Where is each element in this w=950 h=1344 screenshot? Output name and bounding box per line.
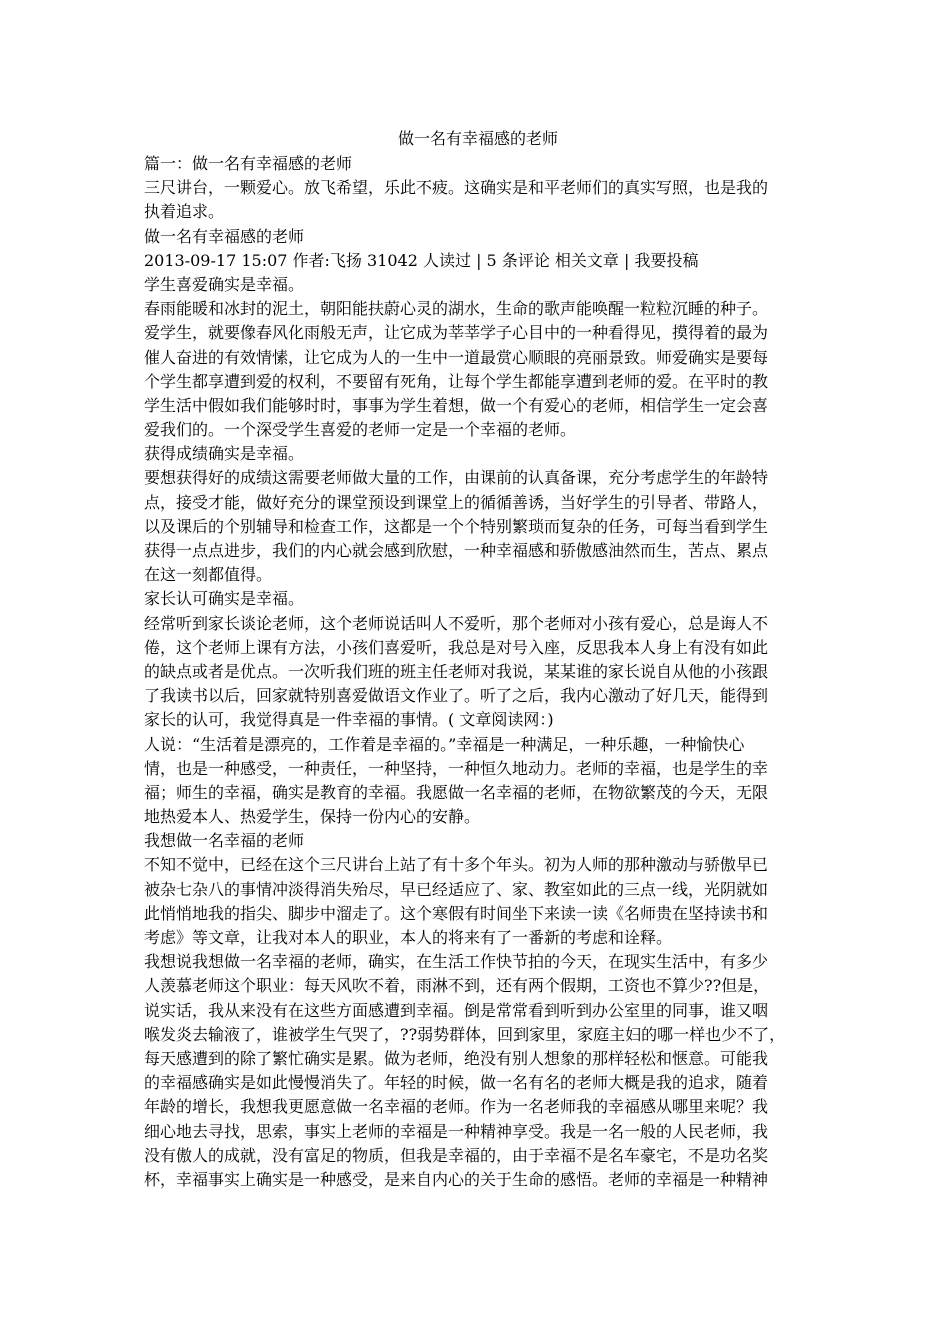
text-line: 获得成绩确实是幸福。 bbox=[144, 444, 305, 464]
text-line: 我想说我想做一名幸福的老师，确实，在生活工作快节拍的今天，在现实生活中，有多少 bbox=[144, 952, 769, 972]
text-line: 不知不觉中，已经在这个三尺讲台上站了有十多个年头。初为人师的那种激动与骄傲早已 bbox=[144, 855, 769, 875]
text-line: 情，也是一种感受，一种责任，一种坚持，一种恒久地动力。老师的幸福，也是学生的幸 bbox=[144, 758, 769, 778]
text-line: 家长的认可，我觉得真是一件幸福的事情。( 文章阅读网：) bbox=[144, 710, 554, 730]
text-line: 人说：“生活着是漂亮的，工作着是幸福的。”幸福是一种满足，一种乐趣，一种愉快心 bbox=[144, 734, 745, 754]
text-line: 爱学生，就要像春风化雨般无声，让它成为莘莘学子心目中的一种看得见，摸得着的最为 bbox=[144, 323, 769, 343]
text-line: 的幸福感确实是如此慢慢消失了。年轻的时候，做一名有名的老师大概是我的追求，随着 bbox=[144, 1073, 769, 1093]
text-line: 杯，幸福事实上确实是一种感受，是来自内心的关于生命的感悟。老师的幸福是一种精神 bbox=[144, 1169, 769, 1189]
text-line: 此悄悄地我的指尖、脚步中溜走了。这个寒假有时间坐下来读一读《名师贵在坚持读书和 bbox=[144, 903, 769, 923]
text-line: 学生喜爱确实是幸福。 bbox=[144, 274, 305, 294]
text-line: 个学生都享遭到爱的权利，不要留有死角，让每个学生都能享遭到老师的爱。在平时的教 bbox=[144, 371, 769, 391]
document-title: 做一名有幸福感的老师 bbox=[397, 129, 558, 148]
text-line: 点，接受才能，做好充分的课堂预设到课堂上的循循善诱，当好学生的引导者、带路人， bbox=[144, 492, 769, 512]
text-line: 福；师生的幸福，确实是教育的幸福。我愿做一名幸福的老师，在物欲繁茂的今天，无限 bbox=[144, 782, 769, 802]
text-line: 做一名有幸福感的老师 bbox=[144, 226, 305, 246]
document-text bbox=[144, 152, 812, 1192]
text-line: 催人奋进的有效情愫，让它成为人的一生中一道最赏心顺眼的亮丽景致。师爱确实是要每 bbox=[144, 347, 769, 367]
text-line: 说实话，我从来没有在这些方面感遭到幸福。倒是常常看到听到办公室里的同事，谁又咽 bbox=[144, 1000, 769, 1020]
text-line: 的缺点或者是优点。一次听我们班的班主任老师对我说，某某谁的家长说自从他的小孩跟 bbox=[144, 661, 769, 681]
text-line: 倦，这个老师上课有方法，小孩们喜爱听，我总是对号入座，反思我本人身上有没有如此 bbox=[144, 637, 769, 657]
text-line: 学生活中假如我们能够时时，事事为学生着想，做一个有爱心的老师，相信学生一定会喜 bbox=[144, 395, 769, 415]
text-line: 年龄的增长，我想我更愿意做一名幸福的老师。作为一名老师我的幸福感从哪里来呢？我 bbox=[144, 1097, 769, 1117]
text-line: 每天感遭到的除了繁忙确实是累。做为老师，绝没有别人想象的那样轻松和惬意。可能我 bbox=[144, 1048, 769, 1068]
text-line: 在这一刻都值得。 bbox=[144, 565, 273, 585]
text-line: 我想做一名幸福的老师 bbox=[144, 831, 305, 851]
text-line: 人羡慕老师这个职业：每天风吹不着，雨淋不到，还有两个假期，工资也不算少??但是， bbox=[144, 976, 770, 996]
text-line: 没有傲人的成就，没有富足的物质，但我是幸福的，由于幸福不是名车豪宅，不是功名奖 bbox=[144, 1145, 769, 1165]
text-line: 2013-09-17 15:07 作者:飞扬 31042 人读过 | 5 条评论 相关文章 | 我要投稿 bbox=[144, 250, 699, 270]
text-line: 篇一：做一名有幸福感的老师 bbox=[144, 154, 353, 173]
text-line: 地热爱本人、热爱学生，保持一份内心的安静。 bbox=[144, 807, 481, 827]
text-line: 三尺讲台，一颗爱心。放飞希望，乐此不疲。这确实是和平老师们的真实写照，也是我的 bbox=[144, 178, 769, 198]
text-line: 经常听到家长谈论老师，这个老师说话叫人不爱听，那个老师对小孩有爱心，总是诲人不 bbox=[144, 613, 769, 633]
text-line: 执着追求。 bbox=[144, 202, 225, 222]
text-line: 爱我们的。一个深受学生喜爱的老师一定是一个幸福的老师。 bbox=[144, 420, 577, 440]
text-line: 细心地去寻找，思索，事实上老师的幸福是一种精神享受。我是一名一般的人民老师，我 bbox=[144, 1121, 769, 1141]
text-line: 要想获得好的成绩这需要老师做大量的工作，由课前的认真备课，充分考虑学生的年龄特 bbox=[144, 468, 769, 488]
text-line: 了我读书以后，回家就特别喜爱做语文作业了。听了之后，我内心激动了好几天，能得到 bbox=[144, 686, 769, 706]
text-line: 被杂七杂八的事情冲淡得消失殆尽，早已经适应了、家、教室如此的三点一线，光阴就如 bbox=[144, 879, 769, 899]
text-line: 春雨能暖和冰封的泥土，朝阳能扶蔚心灵的湖水，生命的歌声能唤醒一粒粒沉睡的种子。 bbox=[144, 299, 769, 319]
text-line: 家长认可确实是幸福。 bbox=[144, 589, 305, 609]
text-line: 考虑》等文章，让我对本人的职业，本人的将来有了一番新的考虑和诠释。 bbox=[144, 928, 673, 947]
text-line: 获得一点点进步，我们的内心就会感到欣慰，一种幸福感和骄傲感油然而生，苦点、累点 bbox=[144, 541, 769, 560]
text-line: 以及课后的个别辅导和检查工作，这都是一个个特别繁琐而复杂的任务，可每当看到学生 bbox=[144, 516, 769, 536]
document-body bbox=[144, 126, 812, 1192]
text-line: 喉发炎去输液了，谁被学生气哭了，??弱势群体，回到家里，家庭主妇的哪一样也少不了， bbox=[144, 1024, 786, 1044]
